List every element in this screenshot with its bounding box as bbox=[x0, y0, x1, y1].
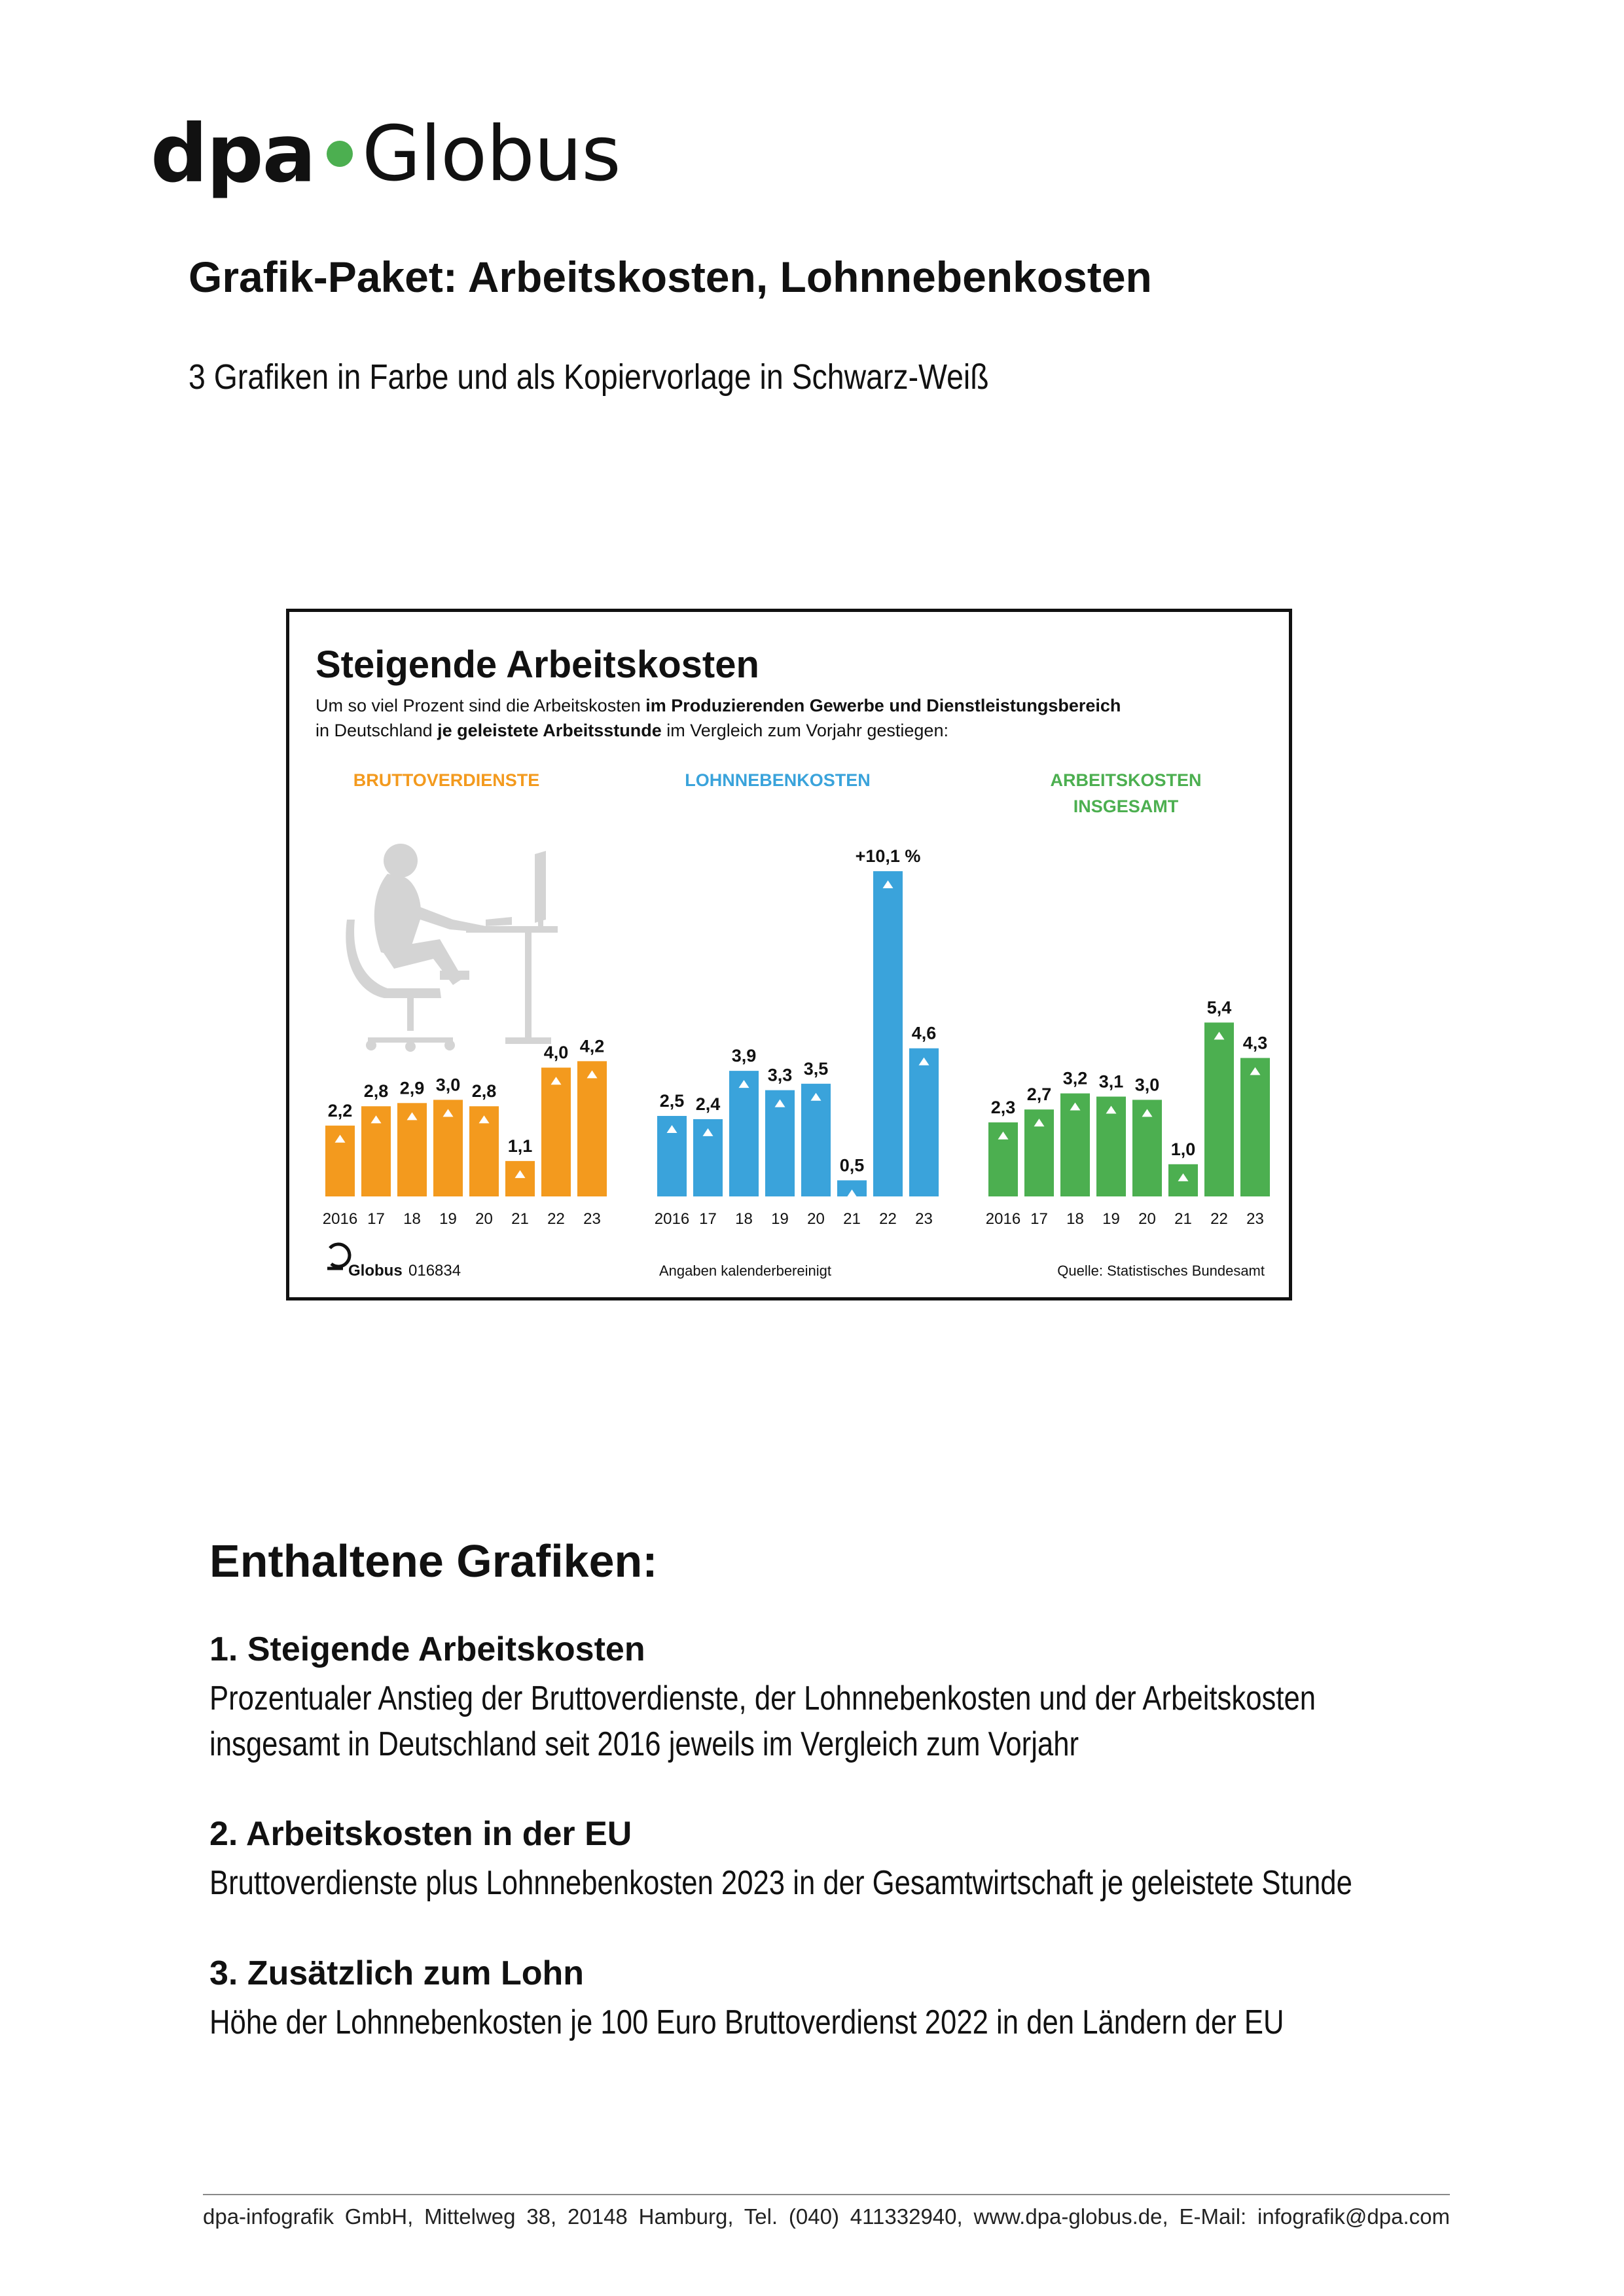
x-tick-label: 17 bbox=[699, 1210, 717, 1228]
graphic-footer-source: Quelle: Statistisches Bundesamt bbox=[1057, 1263, 1265, 1279]
bar-value-label: 4,2 bbox=[579, 1036, 605, 1056]
x-tick-label: 2016 bbox=[985, 1210, 1021, 1228]
logo-dpa-text: dpa bbox=[151, 107, 315, 200]
bar-18 bbox=[729, 1071, 759, 1196]
bar-23 bbox=[577, 1061, 607, 1196]
bar-value-label: 4,3 bbox=[1242, 1033, 1268, 1053]
x-tick-label: 21 bbox=[511, 1210, 529, 1228]
bar-value-label: 2,4 bbox=[695, 1094, 721, 1114]
x-tick-label: 2016 bbox=[654, 1210, 690, 1228]
x-tick-label: 17 bbox=[1030, 1210, 1048, 1228]
graphic-intro-line2: in Deutschland je geleistete Arbeitsstunde im Vergleich zum Vorjahr gestiegen: bbox=[316, 721, 948, 740]
panel-title-lohnnebenkosten: LOHNNEBENKOSTEN bbox=[685, 770, 871, 790]
bar-value-label: 3,0 bbox=[1134, 1075, 1160, 1095]
x-tick-label: 22 bbox=[547, 1210, 565, 1228]
infographic-frame bbox=[286, 609, 1292, 1300]
contents-heading: Enthaltene Grafiken: bbox=[209, 1535, 658, 1587]
bar-value-label: 3,3 bbox=[767, 1065, 793, 1085]
x-tick-label: 20 bbox=[807, 1210, 825, 1228]
bar-value-label: 2,3 bbox=[990, 1097, 1016, 1117]
document-title: Grafik-Paket: Arbeitskosten, Lohnnebenkosten bbox=[189, 253, 1152, 301]
bar-23 bbox=[1240, 1058, 1270, 1196]
bar-value-label: 3,2 bbox=[1062, 1068, 1088, 1088]
x-tick-label: 22 bbox=[1210, 1210, 1228, 1228]
bar-value-label: 3,9 bbox=[731, 1046, 757, 1066]
logo-dot bbox=[327, 141, 353, 167]
bar-value-label: 1,0 bbox=[1170, 1139, 1196, 1159]
footer-contact: dpa-infografik GmbH, Mittelweg 38, 20148 Hamburg, Tel. (040) 411332940, www.dpa-globus.de, E-Mail: infografik@dpa.com bbox=[203, 2204, 1450, 2229]
x-tick-label: 23 bbox=[915, 1210, 933, 1228]
x-tick-label: 22 bbox=[879, 1210, 897, 1228]
x-tick-label: 2016 bbox=[322, 1210, 358, 1228]
x-tick-label: 23 bbox=[1246, 1210, 1264, 1228]
contents-item-1-title: 1. Steigende Arbeitskosten bbox=[209, 1630, 645, 1668]
x-tick-label: 17 bbox=[367, 1210, 385, 1228]
person-at-desk-illustration bbox=[346, 844, 558, 1052]
bar-value-label: 3,0 bbox=[435, 1075, 461, 1095]
contents-item-2-description: Bruttoverdienste plus Lohnnebenkosten 2023 in der Gesamtwirtschaft je geleistete Stunde bbox=[209, 1864, 1352, 1902]
contents-item-3-description: Höhe der Lohnnebenkosten je 100 Euro Bruttoverdienst 2022 in den Ländern der EU bbox=[209, 2003, 1284, 2041]
bar-value-label: 1,1 bbox=[507, 1136, 533, 1156]
bar-value-label: 3,1 bbox=[1098, 1071, 1124, 1092]
graphic-footer-brand: Globus bbox=[348, 1262, 403, 1280]
graphic-footer-id: 016834 bbox=[408, 1262, 461, 1280]
x-tick-label: 18 bbox=[403, 1210, 421, 1228]
x-tick-label: 20 bbox=[1138, 1210, 1156, 1228]
bar-value-label: 5,4 bbox=[1206, 997, 1232, 1018]
graphic-intro-line1: Um so viel Prozent sind die Arbeitskosten im Produzierenden Gewerbe und Dienstleistungsbereich bbox=[316, 696, 1121, 715]
bar-value-label: +10,1 % bbox=[855, 846, 921, 867]
logo-globus-text: Globus bbox=[362, 109, 621, 198]
contents-item-2-title: 2. Arbeitskosten in der EU bbox=[209, 1815, 632, 1853]
x-tick-label: 21 bbox=[843, 1210, 861, 1228]
panel-title-bruttoverdienste: BRUTTOVERDIENSTE bbox=[353, 770, 540, 790]
infographic-svg bbox=[289, 612, 1289, 1297]
contents-item-1-description: Prozentualer Anstieg der Bruttoverdienste, der Lohnnebenkosten und der Arbeitskosten insgesamt in Deutschland seit 2016 jeweils im Vergleich zum Vorjahr bbox=[209, 1679, 1316, 1763]
x-tick-label: 19 bbox=[771, 1210, 789, 1228]
x-tick-label: 18 bbox=[735, 1210, 753, 1228]
bar-value-label: 2,9 bbox=[399, 1078, 425, 1098]
x-tick-label: 19 bbox=[1102, 1210, 1120, 1228]
bar-22 bbox=[873, 871, 903, 1196]
footer-divider bbox=[203, 2194, 1450, 2195]
bar-value-label: 4,0 bbox=[543, 1043, 569, 1063]
x-tick-label: 20 bbox=[475, 1210, 493, 1228]
dpa-globus-logo bbox=[151, 98, 621, 209]
x-tick-label: 21 bbox=[1174, 1210, 1192, 1228]
bar-23 bbox=[909, 1049, 939, 1196]
graphic-footer-note: Angaben kalenderbereinigt bbox=[659, 1263, 831, 1279]
contents-item-3-title: 3. Zusätzlich zum Lohn bbox=[209, 1954, 585, 1992]
bar-value-label: 2,7 bbox=[1026, 1085, 1052, 1105]
bar-22 bbox=[1204, 1022, 1234, 1196]
bar-value-label: 4,6 bbox=[911, 1023, 937, 1043]
bar-21 bbox=[505, 1161, 535, 1196]
x-tick-label: 23 bbox=[583, 1210, 601, 1228]
bar-value-label: 0,5 bbox=[839, 1155, 865, 1175]
document-subtitle: 3 Grafiken in Farbe und als Kopiervorlage in Schwarz-Weiß bbox=[189, 357, 989, 397]
bar-value-label: 2,8 bbox=[471, 1081, 497, 1102]
graphic-title: Steigende Arbeitskosten bbox=[316, 643, 759, 686]
chart-lohnnebenkosten bbox=[655, 846, 939, 1228]
x-tick-label: 18 bbox=[1066, 1210, 1084, 1228]
globus-icon bbox=[327, 1244, 350, 1268]
x-tick-label: 19 bbox=[439, 1210, 457, 1228]
bar-value-label: 2,5 bbox=[659, 1091, 685, 1111]
panel-title-arbeitskosten-line2: INSGESAMT bbox=[1073, 797, 1179, 816]
chart-bruttoverdienste bbox=[323, 1036, 607, 1228]
bar-value-label: 3,5 bbox=[803, 1058, 829, 1079]
bar-value-label: 2,8 bbox=[363, 1081, 389, 1102]
chart-arbeitskosten-insgesamt bbox=[986, 997, 1270, 1228]
bar-value-label: 2,2 bbox=[327, 1100, 353, 1121]
bar-22 bbox=[541, 1067, 571, 1196]
panel-title-arbeitskosten-line1: ARBEITSKOSTEN bbox=[1050, 770, 1202, 790]
